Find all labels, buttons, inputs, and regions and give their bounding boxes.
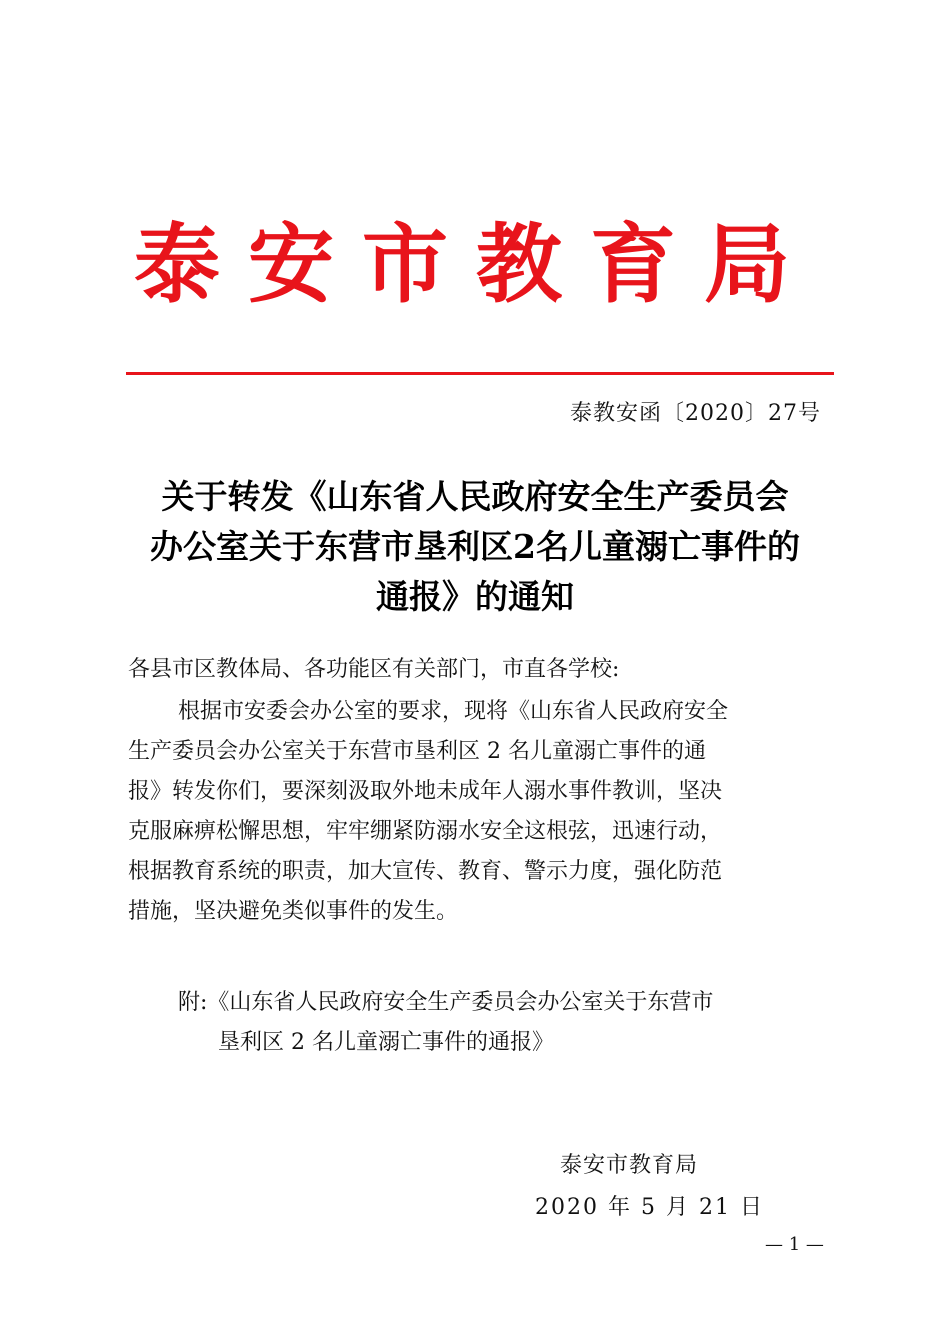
attachment-line: 附:《山东省人民政府安全生产委员会办公室关于东营市 bbox=[178, 990, 714, 1015]
signer-name: 泰安市教育局 bbox=[560, 1153, 699, 1178]
paragraph-line: 克服麻痹松懈思想，牢牢绷紧防溺水安全这根弦，迅速行动， bbox=[128, 819, 723, 844]
signing-date: 2020 年 5 月 21 日 bbox=[535, 1195, 764, 1220]
attachment-line: 垦利区 2 名儿童溺亡事件的通报》 bbox=[218, 1030, 554, 1055]
attachment-note bbox=[178, 983, 713, 1063]
document-heading bbox=[110, 472, 840, 622]
issuing-authority-title: 泰安市教育局 bbox=[134, 215, 818, 315]
paragraph-line: 根据教育系统的职责，加大宣传、教育、警示力度，强化防范 bbox=[128, 859, 723, 884]
paragraph-line: 根据市安委会办公室的要求，现将《山东省人民政府安全 bbox=[178, 699, 729, 724]
page-number: — 1 — bbox=[765, 1234, 824, 1255]
document-number: 泰教安函〔2020〕27号 bbox=[570, 401, 821, 426]
heading-line: 关于转发《山东省人民政府安全生产委员会 bbox=[161, 477, 789, 516]
heading-line: 通报》的通知 bbox=[376, 577, 574, 616]
paragraph-line: 措施，坚决避免类似事件的发生。 bbox=[128, 899, 459, 924]
heading-line: 办公室关于东营市垦利区2名儿童溺亡事件的 bbox=[150, 527, 800, 566]
recipients-line: 各县市区教体局、各功能区有关部门，市直各学校: bbox=[128, 657, 620, 682]
red-divider-line bbox=[126, 372, 834, 375]
body-paragraph bbox=[128, 692, 828, 932]
paragraph-line: 生产委员会办公室关于东营市垦利区 2 名儿童溺亡事件的通 bbox=[128, 739, 706, 764]
paragraph-line: 报》转发你们，要深刻汲取外地未成年人溺水事件教训，坚决 bbox=[128, 779, 723, 804]
